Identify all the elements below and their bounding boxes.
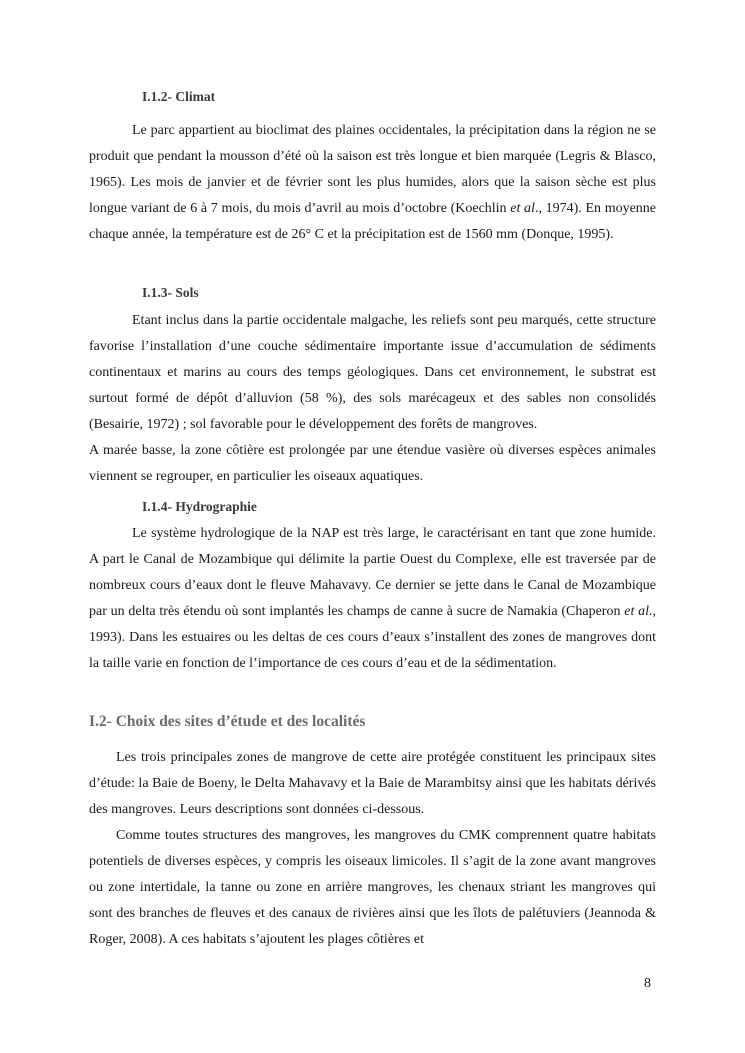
paragraph-choix-2: Comme toutes structures des mangroves, les mangroves du CMK comprennent quatre habitats potentiels de diverses espèces, y compris les oiseaux limicoles. Il s’agit de la zone avant mangroves ou zone intertidale, la tanne ou zone en arrière mangroves, les chenaux striant les mangroves qui sont des branches de fleuves et des canaux de rivières ainsi que les îlots de palétuviers (Jeannoda & Roger, 2008). A ces habitats s’ajoutent les plages côtières et (89, 828, 656, 947)
climat-text-a: Le parc appartient au bioclimat des plaines occidentales (132, 123, 448, 138)
page-number: 8 (644, 976, 651, 991)
climat-et-al: et al (510, 201, 535, 216)
hydro-text-b: ., 1993). Dans les estuaires ou les deltas de ces cours d’eaux s’installent des zones de mangroves dont la taille varie en fonction de l’importance de ces cours d’eau et de la sédimentation. (89, 604, 656, 671)
heading-hydrographie: I.1.4- Hydrographie (142, 499, 257, 514)
paragraph-sols-2: A marée basse, la zone côtière est prolongée par une étendue vasière où diverses espèces animales viennent se regrouper, en particulier les oiseaux aquatiques. (89, 443, 656, 484)
climat-text-b: , la précipitation dans la région ne se produit que pendant la mousson d’été où la saison est très longue et bien marquée (Legris & Blasco, 1965). Les mois de janvier et de février sont les plus humides, alors que la saison sèche est plus longue variant de 6 à 7 mois, du mois d’avril au mois d’octobre (Koechlin (89, 123, 656, 216)
paragraph-hydrographie (89, 521, 656, 677)
heading-climat: I.1.2- Climat (142, 89, 216, 104)
hydro-et-al: et al (624, 604, 649, 619)
heading-sols: I.1.3- Sols (142, 285, 199, 300)
climat-text-c: ., 1974). En moyenne chaque année, la température est de 26° C et la précipitation est de 1560 mm (Donque, 1995). (89, 201, 657, 242)
paragraph-sols-1: Etant inclus dans la partie occidentale malgache, les reliefs sont peu marqués, cette structure favorise l’installation d’une couche sédimentaire importante issue d’accumulation de sédiments continentaux et marins au cours des temps géologiques. Dans cet environnement, le substrat est surtout formé de dépôt d’alluvion (58 %), des sols marécageux et des sables non consolidés (Besairie, 1972) ; sol favorable pour le développement des forêts de mangroves. (89, 313, 656, 432)
paragraph-choix-1: Les trois principales zones de mangrove de cette aire protégée constituent les principaux sites d’étude: la Baie de Boeny, le Delta Mahavavy et la Baie de Marambitsy ainsi que les habitats dérivés des mangroves. Leurs descriptions sont données ci-dessous. (89, 750, 656, 817)
heading-choix-des-sites: I.2- Choix des sites d’étude et des localités (89, 713, 366, 730)
hydro-text-a: Le système hydrologique de la NAP est très large, le caractérisant en tant que zone humide. A part le Canal de Mozambique qui délimite la partie Ouest du Complexe, elle est traversée par de nombreux cours d’eaux dont le fleuve Mahavavy. Ce dernier se jette dans le Canal de Mozambique par un delta très étendu où sont implantés les champs de canne à sucre de Namakia (Chaperon (89, 526, 656, 619)
paragraph-climat (89, 118, 656, 248)
